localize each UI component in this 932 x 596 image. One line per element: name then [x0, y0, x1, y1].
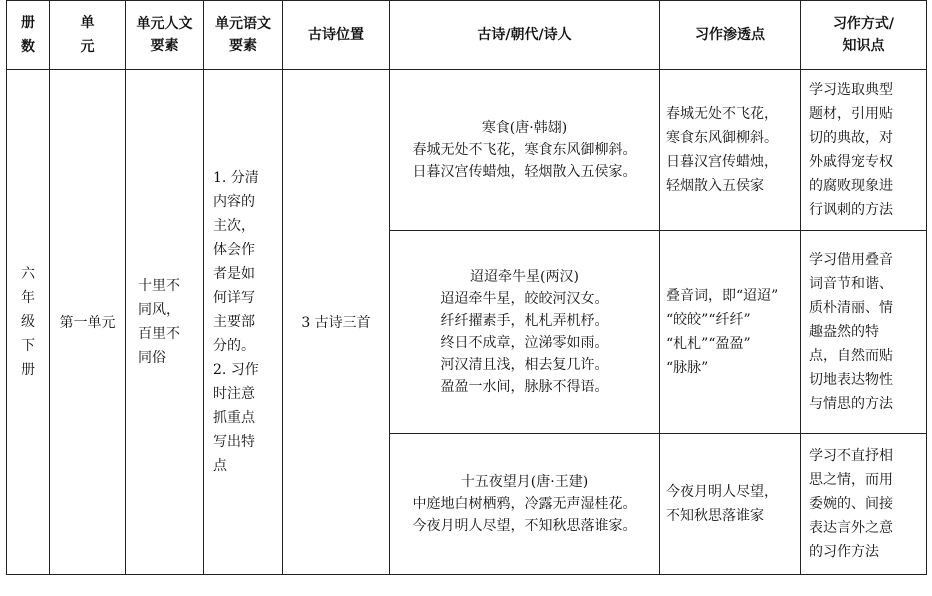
poem-line: 今夜月明人尽望，不知秋思落谁家。	[412, 518, 637, 534]
poem-line: 日暮汉宫传蜡烛，轻烟散入五侯家。	[412, 164, 637, 180]
poem-title: 十五夜望月(唐·王建)	[460, 474, 589, 490]
xi-zuo-cell: 春城无处不飞花， 寒食东风御柳斜。 日暮汉宫传蜡烛， 轻烟散入五侯家	[660, 70, 801, 231]
header-gu-shi-chao-dai: 古诗/朝代/诗人	[390, 1, 660, 70]
header-xi-zuo-fang-shi: 习作方式/ 知识点	[801, 1, 927, 70]
poem-line: 纤纤擢素手，札札弄机杼。	[440, 313, 609, 329]
poetry-table	[6, 0, 927, 575]
poem-line: 盈盈一水间，脉脉不得语。	[440, 379, 609, 395]
header-ren-wen: 单元人文 要素	[126, 1, 204, 70]
poem-line: 迢迢牵牛星，皎皎河汉女。	[440, 291, 609, 307]
xi-zuo-cell: 叠音词，即“迢迢” “皎皎”“纤纤” “札札”“盈盈” “脉脉”	[660, 231, 801, 434]
header-yu-wen: 单元语文 要素	[204, 1, 283, 70]
fang-shi-cell: 学习不直抒相 思之情，而用 委婉的、间接 表达言外之意 的习作方法	[801, 434, 927, 575]
poem-cell-shiwuye	[390, 434, 660, 575]
xi-zuo-cell: 今夜月明人尽望， 不知秋思落谁家	[660, 434, 801, 575]
ce-shu-cell: 六 年 级 下 册	[7, 70, 50, 575]
poem-title: 迢迢牵牛星(两汉)	[470, 269, 579, 285]
poem-line: 河汉清且浅，相去复几许。	[440, 357, 609, 373]
poem-line: 春城无处不飞花，寒食东风御柳斜。	[412, 142, 637, 158]
gu-shi-wei-zhi-cell: 3 古诗三首	[283, 70, 390, 575]
header-ce-shu: 册 数	[7, 1, 50, 70]
table-row	[7, 70, 927, 231]
fang-shi-cell: 学习借用叠音 词音节和谐、 质朴清丽、情 趣盎然的特 点，自然而贴 切地表达物性 与情思的方法	[801, 231, 927, 434]
fang-shi-cell: 学习选取典型 题材，引用贴 切的典故，对 外戚得宠专权 的腐败现象进 行讽刺的方法	[801, 70, 927, 231]
poem-line: 中庭地白树栖鸦，冷露无声湿桂花。	[412, 496, 637, 512]
poem-title: 寒食(唐·韩翃)	[481, 120, 568, 136]
header-gu-shi-wei-zhi: 古诗位置	[283, 1, 390, 70]
poem-cell-tiaotiao	[390, 231, 660, 434]
poem-line: 终日不成章，泣涕零如雨。	[440, 335, 609, 351]
header-xi-zuo-shen-tou: 习作渗透点	[660, 1, 801, 70]
ren-wen-cell: 十里不 同风， 百里不 同俗	[126, 70, 204, 575]
poem-cell-hanshi	[390, 70, 660, 231]
dan-yuan-cell: 第一单元	[50, 70, 126, 575]
header-row	[7, 1, 927, 70]
yu-wen-cell: 1. 分清 内容的 主次， 体会作 者是如 何详写 主要部 分的。 2. 习作 时注意 抓重点 写出特 点	[204, 70, 283, 575]
header-dan-yuan: 单 元	[50, 1, 126, 70]
